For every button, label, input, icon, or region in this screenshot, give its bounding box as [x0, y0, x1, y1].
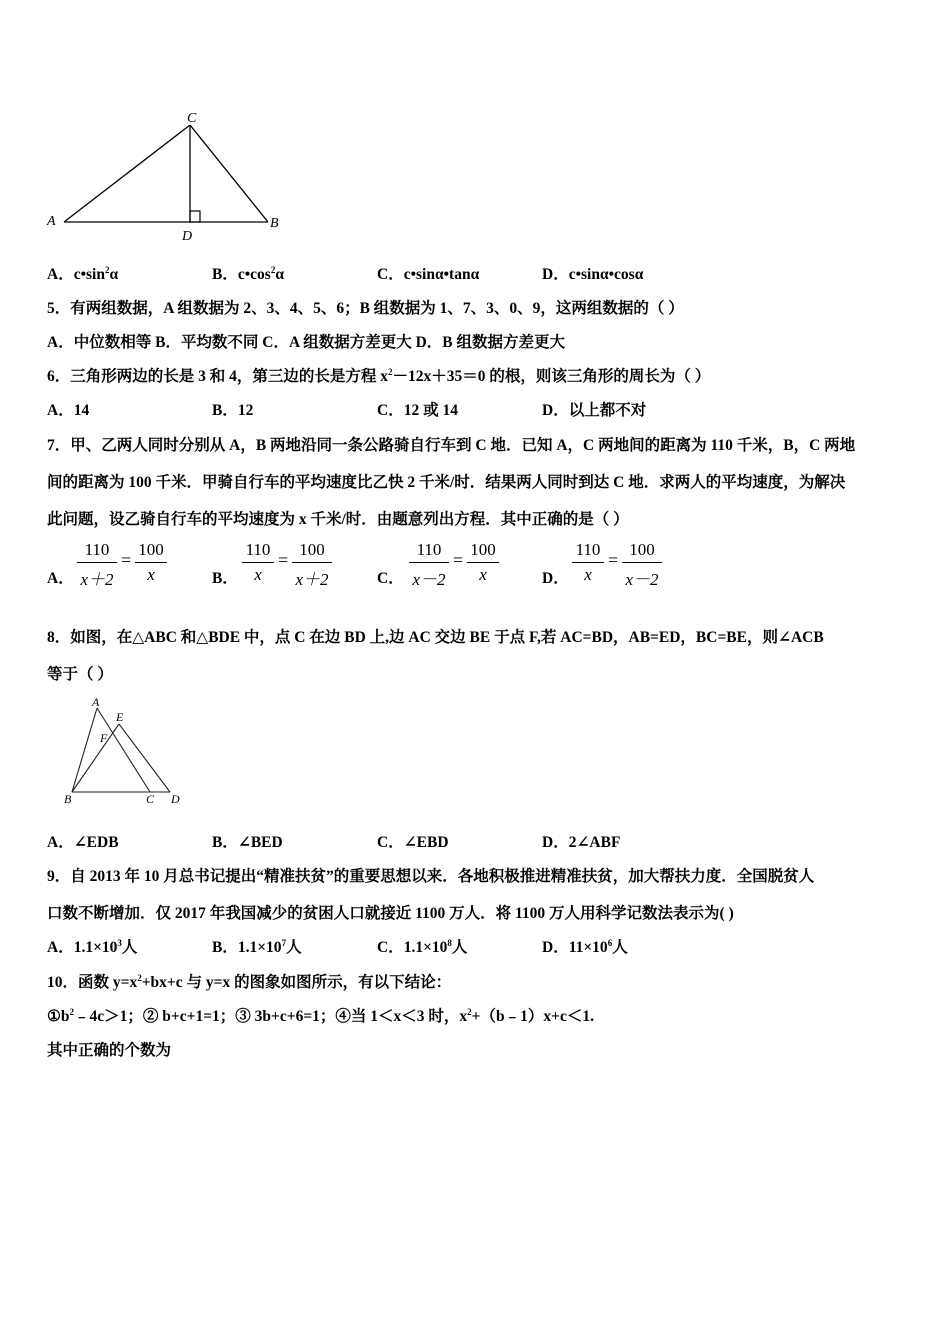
equals-sign: =: [121, 550, 132, 570]
triangles-figure: [58, 695, 188, 810]
q9-option-d[interactable]: D．$11\times 10^6$人: [542, 937, 628, 956]
q9-option-b[interactable]: B．$1.1\times 10^7$人: [212, 937, 302, 956]
side-be: [72, 724, 119, 792]
q9-option-a[interactable]: A．$1.1\times 10^3$人: [47, 937, 138, 956]
label-b: B: [64, 792, 72, 806]
label-c: C: [187, 111, 197, 126]
label-e: E: [116, 710, 124, 724]
q6-option-c[interactable]: C．12 或 14: [377, 402, 458, 419]
q8-line-2: 等于（ ）: [47, 666, 113, 683]
label-f: F: [100, 731, 108, 745]
q7-option-b[interactable]: B． 110 x = 100 x＋2: [212, 538, 352, 588]
q10-question: 其中正确的个数为: [47, 1042, 172, 1059]
option-letter: C．: [377, 570, 404, 587]
side-ed: [119, 724, 170, 792]
side-ab: [72, 708, 97, 792]
triangle-figure: [40, 105, 290, 245]
q4-option-b[interactable]: B．$c•\cos^2\alpha$: [212, 264, 284, 283]
q7-line-3: 此问题，设乙骑自行车的平均速度为 x 千米/时．由题意列出方程．其中正确的是（ ）: [47, 511, 629, 528]
label-b: B: [270, 216, 279, 231]
q7-option-c[interactable]: C． 110 x－2 = 100 x: [377, 538, 517, 588]
label-d: D: [182, 229, 193, 244]
side-cb: [190, 125, 268, 222]
label-a: A: [47, 214, 56, 229]
side-ac: [97, 708, 150, 792]
q6-option-b[interactable]: B．12: [212, 402, 254, 419]
q7-line-2: 间的距离为 100 千米．甲骑自行车的平均速度比乙快 2 千米/时．结果两人同时到达 C 地．求两人的平均速度，为解决: [47, 474, 846, 491]
label-c: C: [146, 792, 155, 806]
option-letter: A．: [47, 570, 74, 587]
label-a: A: [92, 695, 100, 709]
q10-conclusions: $①b^2﹣4c>1$；② b+c+1=1；③ 3b+c+6=1；④当 1＜x＜3 时，$x^2+(b﹣1)x+c<1$.: [47, 1006, 594, 1025]
q8-option-d[interactable]: D．2∠ABF: [542, 834, 621, 851]
q8-option-a[interactable]: A．∠EDB: [47, 834, 119, 851]
q8-line-1: 8．如图，在△ABC 和△BDE 中，点 C 在边 BD 上,边 AC 交边 BE 于点 F,若 AC=BD，AB=ED，BC=BE，则∠ACB: [47, 629, 824, 646]
label-d: D: [171, 792, 180, 806]
option-letter: D．: [542, 570, 569, 587]
q9-option-c[interactable]: C．$1.1\times 10^8$人: [377, 937, 468, 956]
q10-stem: 10．函数 $y=x^2+bx+c$ 与 y=x 的图象如图所示，有以下结论：: [47, 972, 452, 991]
q4-option-a[interactable]: A．$c•\sin^2\alpha$: [47, 264, 119, 283]
q6-option-d[interactable]: D．以上都不对: [542, 402, 647, 419]
equals-sign: =: [608, 550, 619, 570]
q8-option-b[interactable]: B．∠BED: [212, 834, 283, 851]
q4-option-d[interactable]: D．c•sinα•cosα: [542, 266, 644, 283]
option-letter: B．: [212, 570, 238, 587]
q4-option-c[interactable]: C．c•sinα•tanα: [377, 266, 480, 283]
q7-line-1: 7．甲、乙两人同时分别从 A，B 两地沿同一条公路骑自行车到 C 地．已知 A，C 两地间的距离为 110 千米，B，C 两地: [47, 437, 856, 454]
side-ac: [64, 125, 190, 222]
equals-sign: =: [453, 550, 464, 570]
equals-sign: =: [278, 550, 289, 570]
q5-options[interactable]: A．中位数相等 B．平均数不同 C．A 组数据方差更大 D．B 组数据方差更大: [47, 334, 565, 351]
q9-line-1: 9．自 2013 年 10 月总书记提出“精准扶贫”的重要思想以来．各地积极推进精准扶贫，加大帮扶力度．全国脱贫人: [47, 868, 815, 885]
q5-stem: 5．有两组数据，A 组数据为 2、3、4、5、6；B 组数据为 1、7、3、0、9，这两组数据的（ ）: [47, 300, 684, 317]
right-angle-mark: [190, 211, 200, 222]
q9-line-2: 口数不断增加．仅 2017 年我国减少的贫困人口就接近 1100 万人．将 1100 万人用科学记数法表示为( ): [47, 905, 734, 922]
q8-option-c[interactable]: C．∠EBD: [377, 834, 449, 851]
q7-option-a[interactable]: A． 110 x＋2 = 100 x: [47, 538, 187, 588]
q6-stem: 6．三角形两边的长是 3 和 4，第三边的长是方程 $x^2-12x+35=0$ 的根，则该三角形的周长为（ ）: [47, 366, 711, 385]
q6-option-a[interactable]: A．14: [47, 402, 90, 419]
q7-option-d[interactable]: D． 110 x = 100 x－2: [542, 538, 682, 588]
